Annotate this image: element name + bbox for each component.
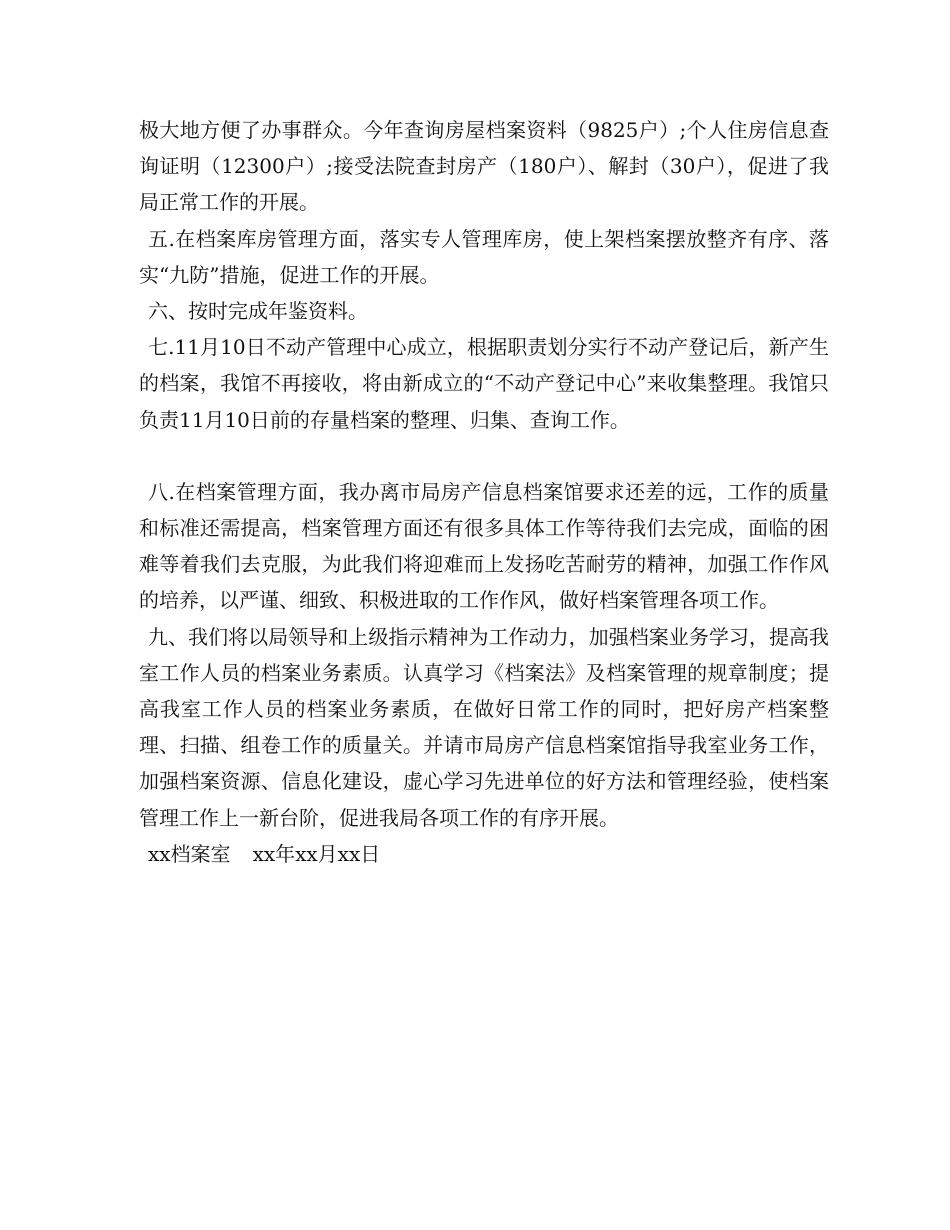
paragraph-seven: 七.11月10日不动产管理中心成立，根据职责划分实行不动产登记后，新产生的档案，我馆不再接收，将由新成立的“不动产登记中心”来收集整理。我馆只负责11月10日前的存量档案的整理、归集、查询工作。 (139, 335, 829, 432)
paragraph-continued: 极大地方便了办事群众。今年查询房屋档案资料（9825户）;个人住房信息查询证明（12300户）;接受法院查封房产（180户）、解封（30户），促进了我局正常工作的开展。 (139, 118, 829, 215)
paragraph-eight: 八.在档案管理方面，我办离市局房产信息档案馆要求还差的远，工作的质量和标准还需提高，档案管理方面还有很多具体工作等待我们去完成，面临的困难等着我们去克服，为此我们将迎难而上发扬吃苦耐劳的精神，加强工作作风的培养，以严谨、细致、积极进取的工作作风，做好档案管理各项工作。 (139, 479, 829, 613)
blank-line (139, 438, 829, 474)
paragraph-nine: 九、我们将以局领导和上级指示精神为工作动力，加强档案业务学习，提高我室工作人员的档案业务素质。认真学习《档案法》及档案管理的规章制度；提高我室工作人员的档案业务素质，在做好日常工作的同时，把好房产档案整理、扫描、组卷工作的质量关。并请市局房产信息档案馆指导我室业务工作，加强档案资源、信息化建设，虚心学习先进单位的好方法和管理经验，使档案管理工作上一新台阶，促进我局各项工作的有序开展。 (139, 624, 829, 830)
signature-office: xx档案室 (148, 841, 231, 866)
signature-date: xx年xx月xx日 (252, 841, 381, 866)
signature-line (139, 836, 829, 872)
paragraph-six: 六、按时完成年鉴资料。 (148, 299, 368, 324)
document-body (139, 112, 829, 872)
paragraph-five: 五.在档案库房管理方面，落实专人管理库房，使上架档案摆放整齐有序、落实“九防”措施，促进工作的开展。 (139, 226, 829, 287)
